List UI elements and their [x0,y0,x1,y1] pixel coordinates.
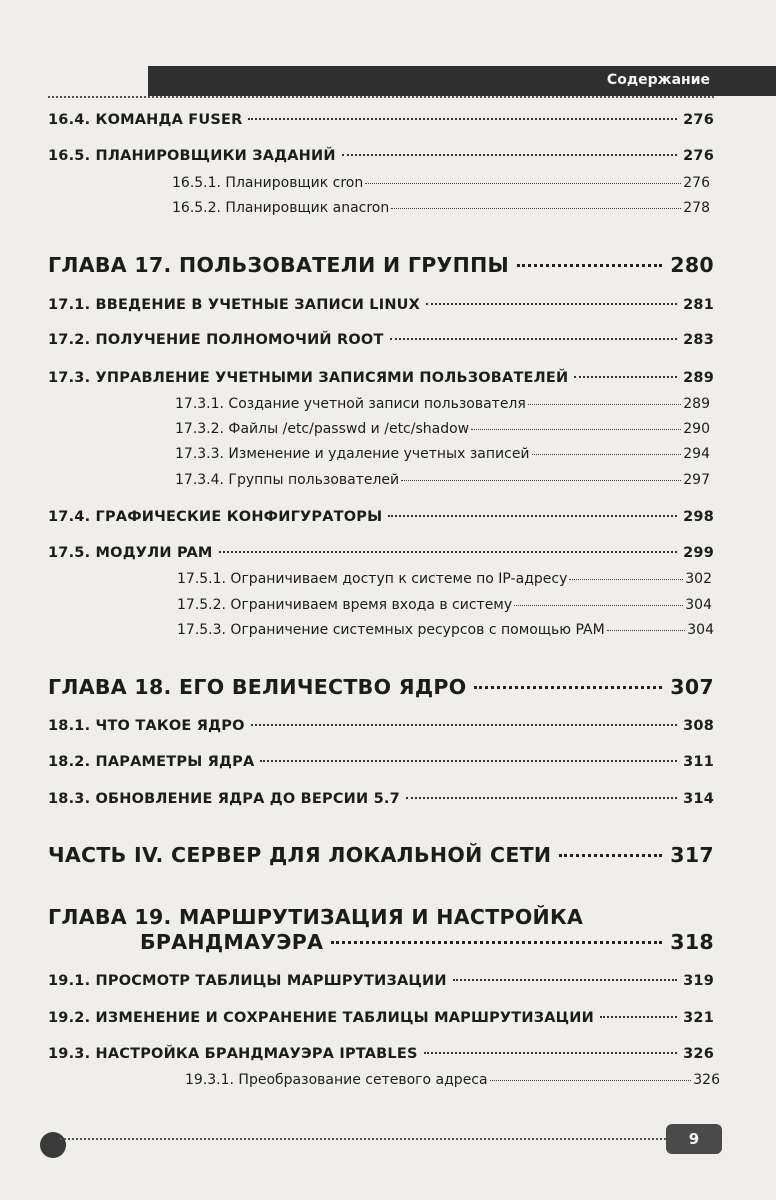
dot-leader [365,183,681,184]
toc-entry-page: 321 [683,1010,714,1026]
toc-entry[interactable] [48,718,714,734]
dot-leader [388,515,677,517]
dot-leader [569,579,683,580]
toc-chapter-page: 307 [670,675,714,699]
toc-chapter-title-line1[interactable]: ГЛАВА 19. МАРШРУТИЗАЦИЯ И НАСТРОЙКА [48,905,584,929]
toc-entry-title: 17.3.3. Изменение и удаление учетных записей [175,446,530,462]
dot-leader [406,797,677,799]
toc-entry-title: 18.3. ОБНОВЛЕНИЕ ЯДРА ДО ВЕРСИИ 5.7 [48,791,400,807]
toc-entry-page: 326 [693,1072,720,1088]
toc-entry-page: 304 [687,622,714,638]
dot-leader [426,303,677,305]
dot-leader [514,605,683,606]
toc-entry[interactable] [48,973,714,989]
toc-entry-title: 17.3.1. Создание учетной записи пользователя [175,396,526,412]
dot-leader [471,429,681,430]
toc-entry-title: 18.1. ЧТО ТАКОЕ ЯДРО [48,718,245,734]
toc-subentry[interactable] [177,571,712,587]
toc-entry-page: 298 [683,509,714,525]
page-number: 9 [666,1124,722,1154]
toc-entry[interactable] [48,791,714,807]
toc-chapter-title: ГЛАВА 17. ПОЛЬЗОВАТЕЛИ И ГРУППЫ [48,253,510,277]
toc-entry-title: 17.5.1. Ограничиваем доступ к системе по IP-адресу [177,571,568,587]
dot-leader [517,264,662,267]
running-header-title: Содержание [606,72,710,88]
toc-entry[interactable] [48,332,714,348]
toc-entry-page: 276 [683,112,714,128]
dot-leader [532,454,682,455]
toc-entry-title: 16.5.2. Планировщик anacron [172,200,390,216]
toc-chapter[interactable] [48,253,714,277]
toc-subentry[interactable] [175,446,710,462]
toc-entry[interactable] [48,112,714,128]
toc-entry[interactable] [48,754,714,770]
toc-entry-page: 278 [683,200,710,216]
toc-chapter-title-line2: БРАНДМАУЭРА [140,930,324,954]
toc-chapter-page: 318 [670,930,714,954]
toc-entry[interactable] [48,370,714,386]
toc-entry-page: 326 [683,1046,714,1062]
toc-subentry[interactable] [175,421,710,437]
dot-leader [607,630,686,631]
toc-entry-page: 297 [683,472,710,488]
toc-entry-title: 19.2. ИЗМЕНЕНИЕ И СОХРАНЕНИЕ ТАБЛИЦЫ МАРШРУТИЗАЦИИ [48,1010,594,1026]
toc-subentry[interactable] [175,396,710,412]
toc-entry-title: 16.5. ПЛАНИРОВЩИКИ ЗАДАНИЙ [48,148,336,164]
toc-entry-page: 294 [683,446,710,462]
dot-leader [424,1052,678,1054]
footer-divider [60,1138,666,1140]
toc-entry-title: 17.5.3. Ограничение системных ресурсов с помощью PAM [177,622,605,638]
toc-entry-title: 17.3. УПРАВЛЕНИЕ УЧЕТНЫМИ ЗАПИСЯМИ ПОЛЬЗОВАТЕЛЕЙ [48,370,569,386]
toc-chapter[interactable] [48,675,714,699]
toc-subentry[interactable] [175,472,710,488]
toc-subentry[interactable] [177,622,714,638]
toc-entry-title: 19.3.1. Преобразование сетевого адреса [185,1072,488,1088]
toc-entry[interactable] [48,297,714,313]
toc-entry-page: 289 [683,396,710,412]
toc-entry-page: 281 [683,297,714,313]
toc-entry[interactable] [48,148,714,164]
toc-entry-page: 276 [683,175,710,191]
dot-leader [401,480,681,481]
toc-subentry[interactable] [177,597,712,613]
toc-entry[interactable] [48,545,714,561]
dot-leader [528,404,681,405]
toc-entry[interactable] [48,1046,714,1062]
toc-entry-page: 290 [683,421,710,437]
toc-entry-page: 302 [685,571,712,587]
toc-entry-title: 18.2. ПАРАМЕТРЫ ЯДРА [48,754,255,770]
toc-entry-title: 17.5.2. Ограничиваем время входа в систему [177,597,513,613]
toc-entry-title: 19.3. НАСТРОЙКА БРАНДМАУЭРА IPTABLES [48,1046,418,1062]
dot-leader [474,686,662,689]
toc-entry-page: 276 [683,148,714,164]
dot-leader [574,376,677,378]
toc-entry-title: 17.5. МОДУЛИ PAM [48,545,213,561]
dot-leader [390,338,678,340]
toc-entry-page: 299 [683,545,714,561]
toc-part-title: ЧАСТЬ IV. СЕРВЕР ДЛЯ ЛОКАЛЬНОЙ СЕТИ [48,843,552,867]
toc-entry-title: 17.3.2. Файлы /etc/passwd и /etc/shadow [175,421,470,437]
dot-leader [331,941,662,944]
toc-entry-title: 16.4. КОМАНДА FUSER [48,112,243,128]
toc-entry[interactable] [48,509,714,525]
dot-leader [559,854,662,857]
toc-entry-title: 17.1. ВВЕДЕНИЕ В УЧЕТНЫЕ ЗАПИСИ LINUX [48,297,421,313]
toc-entry-page: 311 [683,754,714,770]
toc-entry[interactable] [48,1010,714,1026]
toc-chapter-page: 280 [670,253,714,277]
dot-leader [453,979,677,981]
toc-entry-page: 289 [683,370,714,386]
dot-leader [260,760,677,762]
toc-subentry[interactable] [172,200,710,216]
toc-entry-page: 283 [683,332,714,348]
toc-entry-title: 16.5.1. Планировщик cron [172,175,364,191]
toc-entry-page: 304 [685,597,712,613]
toc-entry-page: 308 [683,718,714,734]
toc-part[interactable] [48,843,714,867]
toc-entry-page: 319 [683,973,714,989]
toc-subentry[interactable] [185,1072,720,1088]
toc-entry-title: 17.4. ГРАФИЧЕСКИЕ КОНФИГУРАТОРЫ [48,509,383,525]
toc-part-page: 317 [670,843,714,867]
toc-chapter[interactable] [140,930,714,954]
toc-entry-title: 19.1. ПРОСМОТР ТАБЛИЦЫ МАРШРУТИЗАЦИИ [48,973,447,989]
dot-leader [600,1016,677,1018]
dot-leader [490,1080,692,1081]
toc-chapter-title: ГЛАВА 18. ЕГО ВЕЛИЧЕСТВО ЯДРО [48,675,467,699]
toc-entry-page: 314 [683,791,714,807]
dot-leader [219,551,678,553]
dot-leader [251,724,678,726]
dot-leader [342,154,677,156]
toc-entry-title: 17.2. ПОЛУЧЕНИЕ ПОЛНОМОЧИЙ ROOT [48,332,384,348]
toc-subentry[interactable] [172,175,710,191]
dot-leader [248,118,677,120]
dot-leader [391,208,681,209]
footer-bullet [40,1132,66,1158]
toc-entry-title: 17.3.4. Группы пользователей [175,472,400,488]
